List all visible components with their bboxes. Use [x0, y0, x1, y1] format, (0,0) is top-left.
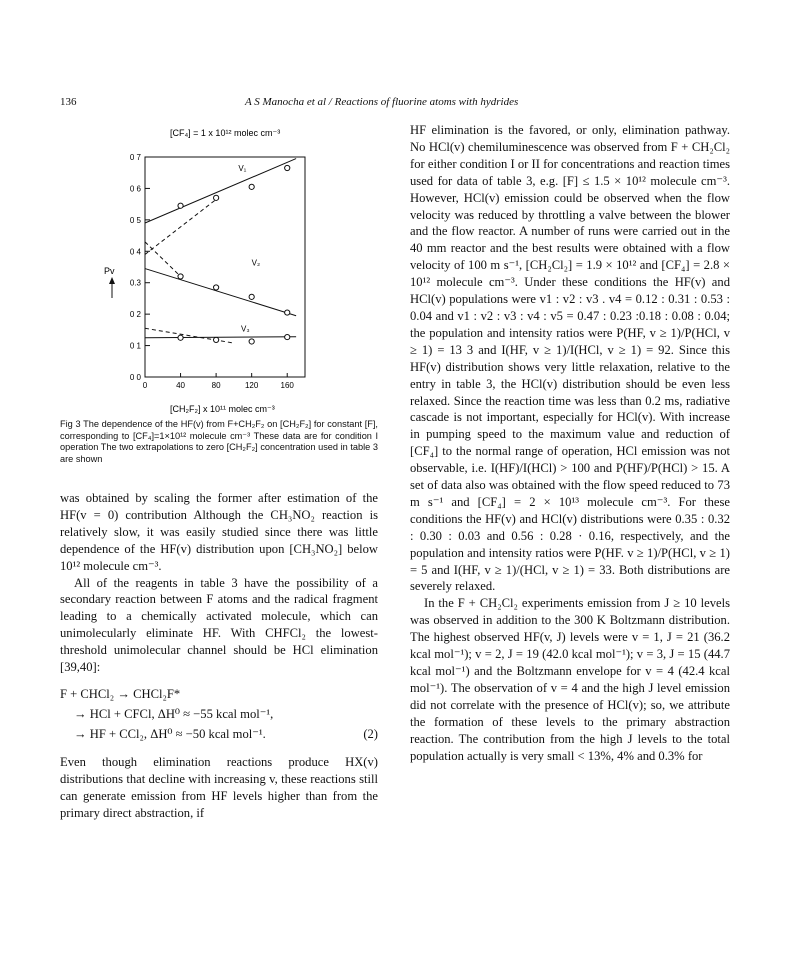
page-number: 136: [60, 96, 77, 108]
x-tick-label: 80: [211, 381, 221, 390]
data-point: [214, 337, 219, 342]
equation-3: → HF + CCl₂, ΔH⁰ ≈ −50 kcal mol⁻¹.: [74, 726, 266, 741]
data-point: [285, 165, 290, 170]
series-fit-line: [145, 269, 296, 316]
equation-number: (2): [363, 726, 378, 741]
data-point: [249, 294, 254, 299]
y-tick-label: 0.3: [129, 278, 141, 288]
y-tick-label: 0 5: [129, 215, 141, 225]
figure-top-label: [CF₄] = 1 x 10¹² molec cm⁻³: [170, 128, 281, 138]
plot-frame: [145, 157, 305, 377]
data-point: [249, 339, 254, 344]
equation-block: [60, 684, 378, 744]
figure-3-chart: [100, 122, 340, 417]
y-tick-label: 0 2: [129, 310, 141, 320]
data-point: [214, 285, 219, 290]
y-tick-label: 0 7: [129, 153, 141, 162]
y-axis-arrow: [109, 277, 115, 298]
y-tick-label: 0 6: [129, 184, 141, 194]
series-fit-line: [145, 337, 296, 338]
data-point: [178, 203, 183, 208]
left-paragraph-1: was obtained by scaling the former after estimation of the HF(v = 0) contribution Although the CH₃NO₂ reaction is relatively slow, it was easily studied since there was little dependence of the HF(v) distribution upon [CH₃NO₂] below 10¹² molecule cm⁻³.: [60, 491, 378, 573]
left-paragraph-2: All of the reagents in table 3 have the possibility of a secondary reaction between F atoms and the radical fragment leading to a chemically activated molecule, which can unimolecularly eliminate HF. With CHFCl₂ the lowest-threshold unimolecular channel should be HCl elimination [39,40]:: [60, 575, 378, 675]
series-label: V₃: [241, 324, 250, 334]
data-point: [178, 274, 183, 279]
data-point: [178, 335, 183, 340]
figure-caption: Fig 3 The dependence of the HF(v) from F+CH₂F₂ on [CH₂F₂] for constant [F], corresponding to [CF₄]=1×10¹² molecule cm⁻³ These data are for condition I operation The two extrapolations to zero [CH₂F₂] concentration used in table 3 are shown: [60, 419, 378, 464]
x-tick-label: 0: [142, 381, 148, 390]
left-column-text: [60, 490, 378, 822]
x-tick-label: 160: [280, 381, 294, 390]
equation-1: F + CHCl₂ → CHCl₂F*: [60, 686, 181, 701]
x-axis-label: [CH₂F₂] x 10¹¹ molec cm⁻³: [170, 404, 275, 414]
right-column-text: [410, 122, 730, 764]
equation-2: → HCl + CFCl, ΔH⁰ ≈ −55 kcal mol⁻¹,: [74, 706, 274, 721]
series-label: V₂: [251, 258, 261, 268]
x-tick-label: 120: [244, 381, 259, 390]
data-point: [214, 195, 219, 200]
y-axis-label: Pv: [104, 266, 115, 276]
series-extrapolation-line: [145, 328, 234, 343]
running-title: A S Manocha et al / Reactions of fluorine atoms with hydrides: [245, 96, 519, 108]
series-label: V₁: [238, 164, 247, 174]
series-fit-line: [145, 159, 296, 223]
right-paragraph-2: In the F + CH₂Cl₂ experiments emission from J ≥ 10 levels was observed in addition to the 300 K Boltzmann distribution. The highest observed HF(v, J) levels were v = 1, J = 21 (36.2 kcal mol⁻¹); v = 2, J = 19 (42.0 kcal mol⁻¹); v = 3, J = 15 (44.7 kcal mol⁻¹) and the Boltzmann envelope for v = 4 (42.4 kcal mol⁻¹). The observation of v = 4 and the high J level emission did not correlate with the presence of HCl(v); so, we attribute the formation of these levels to the primary abstraction reaction. The contribution from the high J levels to the total population actually is very small < 13%, 4% and 0.3% for: [410, 596, 730, 763]
data-point: [285, 310, 290, 315]
page-header: [0, 96, 788, 116]
right-paragraph-1: HF elimination is the favored, or only, elimination pathway. No HCl(v) chemiluminescence was observed from F + CH₂Cl₂ for either condition I or II for concentrations and reaction times used for data of table 3, e.g. [F] ≤ 1.5 × 10¹² molecule cm⁻³. However, HCl(v) emission could be observed when the flow velocity was reduced by throttling a valve between the blower and the flow reactor. A number of runs were carried out in the 40 mm reactor and the best results were obtained with a flow velocity of 100 m s⁻¹, [CH₂Cl₂] = 1.9 × 10¹² and [CF₄] = 2.8 × 10¹² molecule cm⁻³. Under these conditions the HF(v) and HCl(v) populations were v1 : v2 : v3 . v4 = 0.12 : 0.31 : 0.53 : 0.04 and v1 : v2 : v3 : v4 : v5 = 0.47 : 0.23 :0.18 : 0.08 : 0.04; the population and intensity ratios were P(HF, v ≥ 1)/P(HCl, v ≥ 1) = 13 3 and I(HF, v ≥ 1)/I(HCl, v ≥ 1) = 92. Since this HF(v) distribution shows very little relaxation, relative to the entry in table 3, the HCl(v) distribution should be even less relaxed. Since the reaction time was less than 0.2 ms, radiative cascade is not important, especially for HCl(v). With increase in pumping speed to the maximum value and reduction of [CF₄] to the normal range of operation, HCl emission was not observable, i.e. I(HF)/I(HCl) > 100 and P(HF)/P(HCl) > 15. A set of data also was obtained with the flow speed reduced to 73 m s⁻¹ and [CF₄] = 2 × 10¹³ molecule cm⁻³. For these conditions the HF(v) and HCl(v) distributions were 0.35 : 0.32 : 0.30 : 0.03 and 0.56 : 0.28 · 0.16, respectively, and the population and intensity ratios were P(HF. v ≥ 1)/P(HCl, v ≥ 1) = 5 and I(HF, v ≥ 1)/(HCl, v ≥ 1) = 33. Both distributions are severely relaxed.: [410, 123, 730, 594]
y-tick-label: 0 4: [129, 247, 141, 257]
data-point: [285, 334, 290, 339]
data-point: [249, 184, 254, 189]
series-extrapolation-line: [145, 242, 181, 277]
x-tick-label: 40: [176, 381, 186, 390]
left-paragraph-3: Even though elimination reactions produce HX(v) distributions that decline with increasing v, these reactions still can generate emission from HF levels higher than from the primary direct abstraction, if: [60, 754, 378, 820]
y-tick-label: 0 0: [129, 373, 141, 382]
y-tick-label: 0 1: [129, 341, 141, 351]
